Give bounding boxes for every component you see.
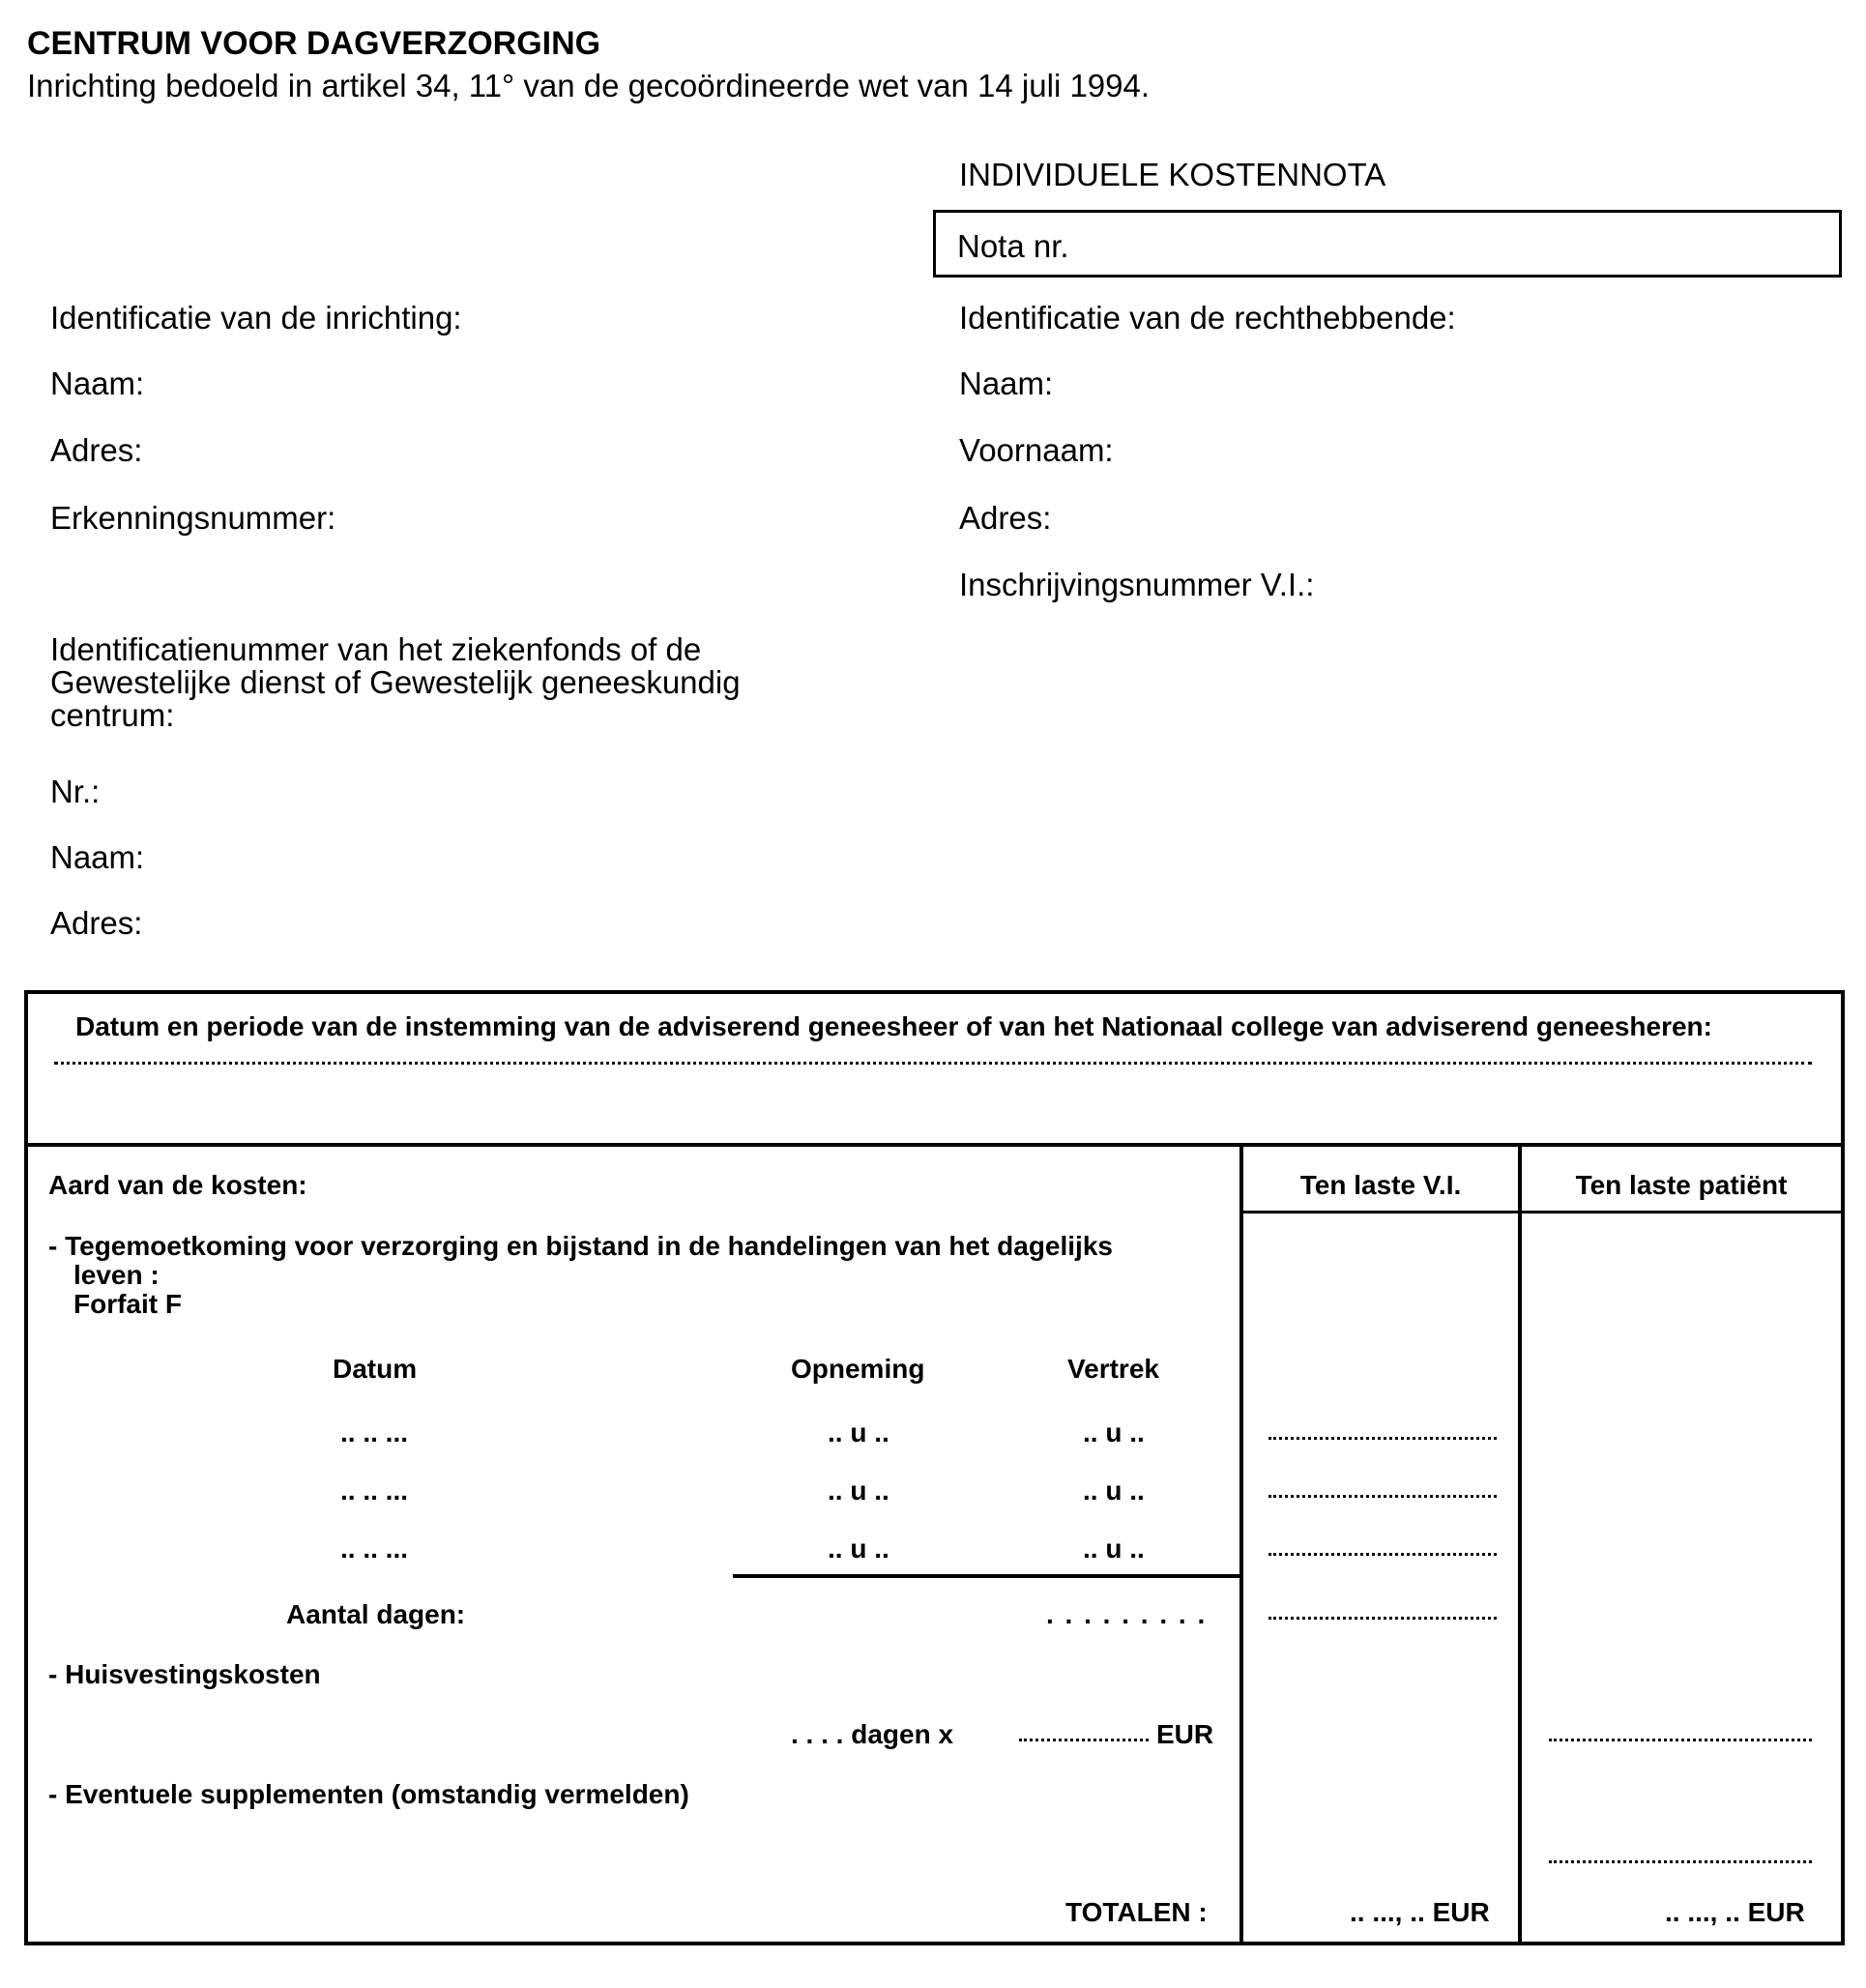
approval-dotted-field[interactable] xyxy=(54,1062,1812,1065)
number-of-days-field[interactable]: . . . . . . . . . xyxy=(1046,1599,1208,1629)
housing-rate-field[interactable] xyxy=(1019,1739,1149,1741)
column-header-vi: Ten laste V.I. xyxy=(1299,1170,1462,1200)
beneficiary-address-label: Adres: xyxy=(959,500,1052,536)
beneficiary-heading: Identificatie van de rechthebbende: xyxy=(959,300,1456,336)
column-divider-patient xyxy=(1518,1143,1522,1945)
row-3-vertrek[interactable]: .. u .. xyxy=(1083,1534,1145,1564)
fund-name-label: Naam: xyxy=(50,839,145,875)
column-divider-vi xyxy=(1239,1143,1243,1945)
approval-text: Datum en periode van de instemming van de adviserend geneesheer of van het Nationaal college van adviserend geneesheren: xyxy=(75,1011,1712,1041)
fund-address-label: Adres: xyxy=(50,905,143,941)
supplements-patient-amount[interactable] xyxy=(1549,1860,1812,1863)
nota-number-box[interactable] xyxy=(933,210,1842,278)
totals-label: TOTALEN : xyxy=(1065,1897,1208,1927)
supplements-label: - Eventuele supplementen (omstandig vermelden) xyxy=(48,1779,689,1809)
institution-name-label: Naam: xyxy=(50,365,145,401)
fund-number-label: Nr.: xyxy=(50,774,101,809)
row-1-opneming[interactable]: .. u .. xyxy=(828,1418,889,1447)
row-1-vi-amount[interactable] xyxy=(1268,1437,1497,1440)
nota-number-label: Nota nr. xyxy=(957,228,1069,264)
beneficiary-registration-label: Inschrijvingsnummer V.I.: xyxy=(959,567,1315,602)
institution-heading: Identificatie van de inrichting: xyxy=(50,300,462,336)
row-1-datum[interactable]: .. .. ... xyxy=(340,1418,409,1447)
row-3-opneming[interactable]: .. u .. xyxy=(828,1534,889,1564)
page-subtitle: Inrichting bedoeld in artikel 34, 11° van de gecoördineerde wet van 14 juli 1994. xyxy=(27,68,1151,103)
nota-heading: INDIVIDUELE KOSTENNOTA xyxy=(959,157,1386,192)
care-allowance-description: - Tegemoetkoming voor verzorging en bijstand in de handelingen van het dagelijks leven : Forfait F xyxy=(48,1231,1113,1319)
number-of-days-label: Aantal dagen: xyxy=(286,1599,466,1629)
row-3-datum[interactable]: .. .. ... xyxy=(340,1534,409,1564)
total-vi[interactable]: .. ..., .. EUR xyxy=(1350,1897,1490,1927)
subheader-datum: Datum xyxy=(333,1354,418,1384)
column-header-underline xyxy=(1239,1211,1845,1213)
row-1-vertrek[interactable]: .. u .. xyxy=(1083,1418,1145,1447)
institution-address-label: Adres: xyxy=(50,432,143,468)
total-patient[interactable]: .. ..., .. EUR xyxy=(1665,1897,1805,1927)
rows-underline xyxy=(733,1574,1241,1578)
subheader-vertrek: Vertrek xyxy=(1067,1354,1159,1384)
row-2-vi-amount[interactable] xyxy=(1268,1495,1497,1498)
row-2-opneming[interactable]: .. u .. xyxy=(828,1476,889,1506)
row-3-vi-amount[interactable] xyxy=(1268,1553,1497,1556)
subheader-opneming: Opneming xyxy=(791,1354,925,1384)
number-of-days-vi-amount[interactable] xyxy=(1268,1617,1497,1620)
row-2-vertrek[interactable]: .. u .. xyxy=(1083,1476,1145,1506)
institution-recognition-label: Erkenningsnummer: xyxy=(50,500,336,536)
page-title: CENTRUM VOOR DAGVERZORGING xyxy=(27,25,601,62)
housing-eur-label: EUR xyxy=(1156,1719,1214,1749)
housing-days-field[interactable]: . . . . dagen x xyxy=(791,1719,954,1749)
fund-heading: Identificatienummer van het ziekenfonds of de Gewestelijke dienst of Gewestelijk geneeskundig centrum: xyxy=(50,631,741,733)
beneficiary-firstname-label: Voornaam: xyxy=(959,432,1114,468)
row-2-datum[interactable]: .. .. ... xyxy=(340,1476,409,1506)
column-header-kind: Aard van de kosten: xyxy=(48,1170,307,1200)
housing-costs-label: - Huisvestingskosten xyxy=(48,1659,321,1689)
column-header-patient: Ten laste patiënt xyxy=(1575,1170,1788,1200)
approval-separator xyxy=(24,1143,1845,1147)
housing-patient-amount[interactable] xyxy=(1549,1739,1812,1741)
beneficiary-name-label: Naam: xyxy=(959,365,1054,401)
